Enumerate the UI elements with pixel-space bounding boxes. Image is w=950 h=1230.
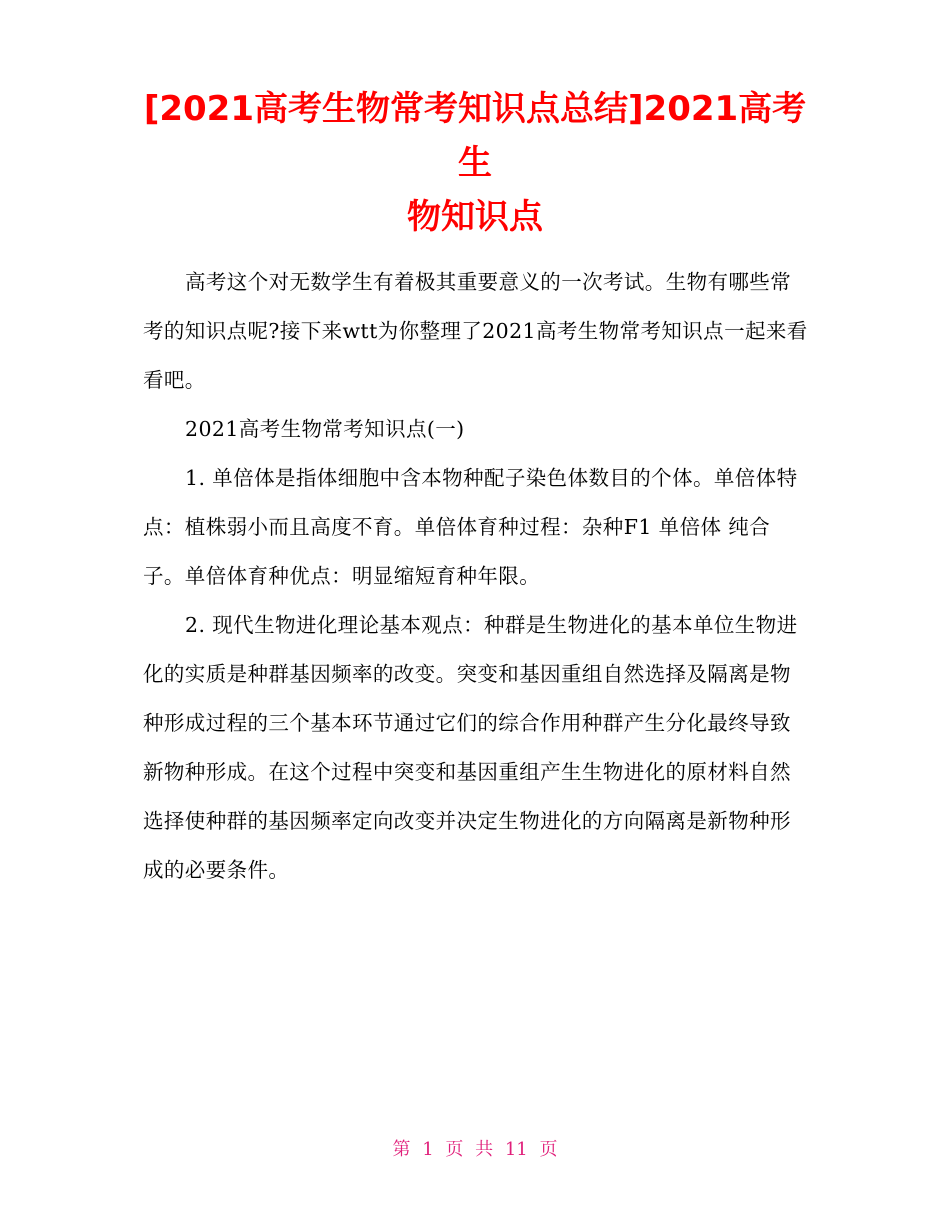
page-footer: 第 1 页 共 11 页 xyxy=(392,1139,558,1160)
document-title xyxy=(130,82,820,244)
paragraph-intro: 高考这个对无数学生有着极其重要意义的一次考试。生物有哪些常考的知识点呢?接下来wtt为你整理了2021高考生物常考知识点一起来看看吧。 xyxy=(143,270,808,392)
title-line-1: [2021高考生物常考知识点总结]2021高考生 xyxy=(143,89,807,183)
paragraph-section-heading: 2021高考生物常考知识点(一) xyxy=(185,417,465,441)
title-line-2: 物知识点 xyxy=(407,197,543,237)
paragraph-point-1: 1. 单倍体是指体细胞中含本物种配子染色体数目的个体。单倍体特点：植株弱小而且高度不育。单倍体育种过程：杂种F1 单倍体 纯合子。单倍体育种优点：明显缩短育种年限。 xyxy=(143,466,798,588)
paragraph-point-2: 2. 现代生物进化理论基本观点：种群是生物进化的基本单位生物进化的实质是种群基因频率的改变。突变和基因重组自然选择及隔离是物种形成过程的三个基本环节通过它们的综合作用种群产生分化最终导致新物种形成。在这个过程中突变和基因重组产生生物进化的原材料自然选择使种群的基因频率定向改变并决定生物进化的方向隔离是新物种形成的必要条件。 xyxy=(143,613,798,882)
document-body xyxy=(143,258,811,895)
